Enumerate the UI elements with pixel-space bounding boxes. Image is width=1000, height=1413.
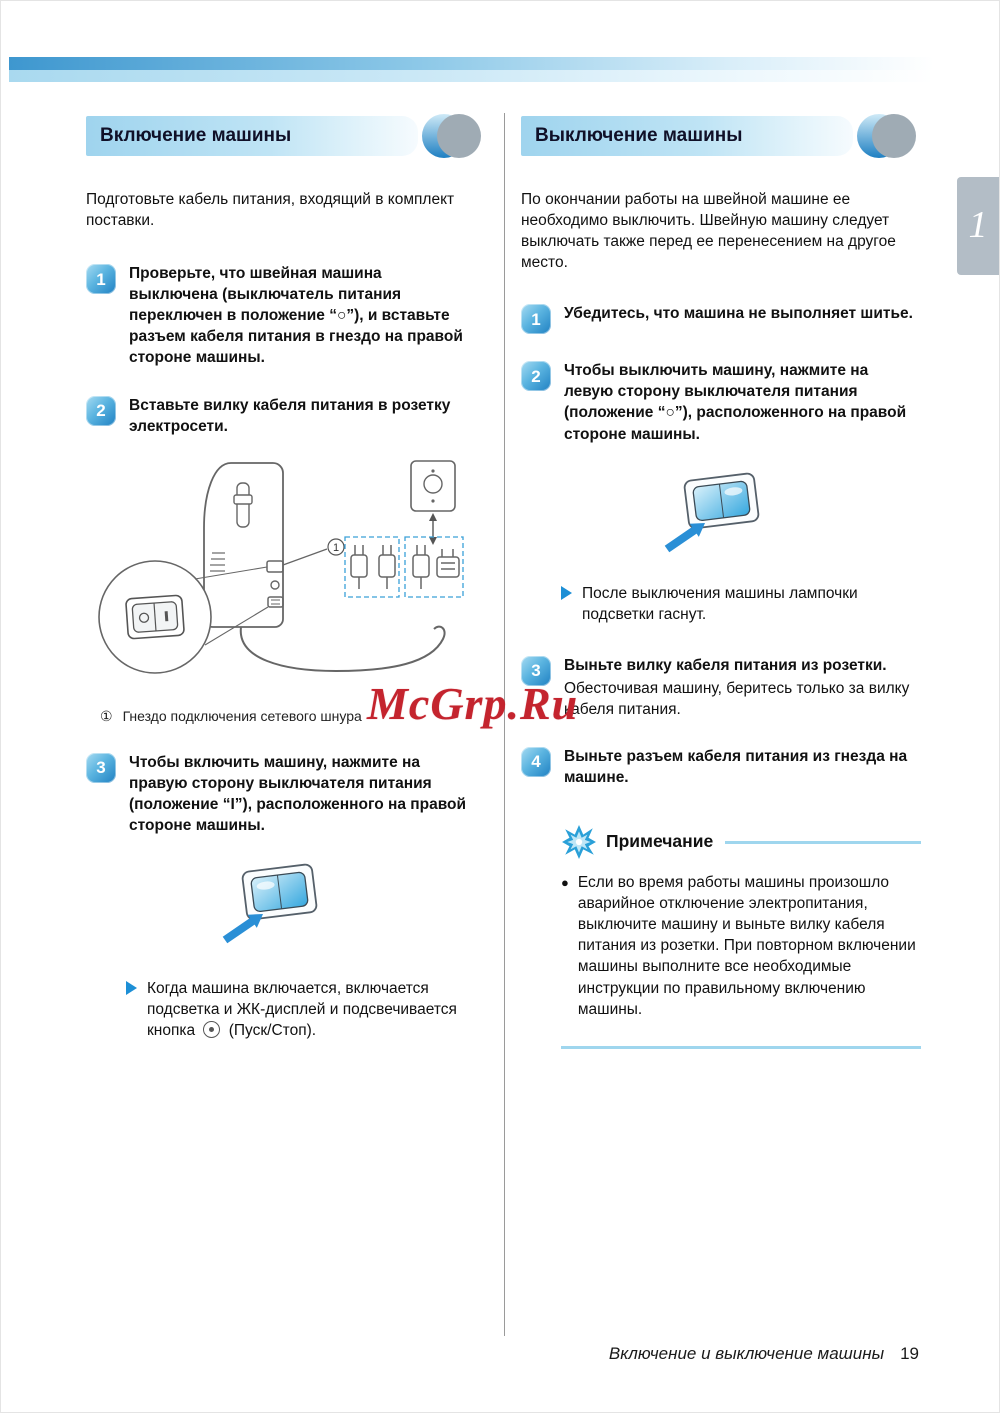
top-band-dark-stripe xyxy=(9,57,934,70)
power-switch-on-figure xyxy=(86,860,471,948)
step-2 xyxy=(86,395,471,437)
power-switch-off-figure xyxy=(521,469,921,557)
step-number-badge: 3 xyxy=(521,656,551,686)
press-arrow-icon xyxy=(665,523,705,552)
step-text: Вставьте вилку кабеля питания в розетку электросети. xyxy=(129,396,451,435)
step-3 xyxy=(521,655,921,720)
figure-caption-text: Гнездо подключения сетевого шнура xyxy=(122,707,362,724)
step-1 xyxy=(521,303,921,334)
section-title: Включение машины xyxy=(86,116,418,156)
step-3 xyxy=(86,752,471,836)
power-on-result xyxy=(126,978,471,1041)
press-arrow-icon xyxy=(222,914,262,943)
top-decoration-band xyxy=(9,57,934,82)
note-title: Примечание xyxy=(606,831,714,852)
page-number: 19 xyxy=(900,1344,919,1363)
result-arrow-icon xyxy=(126,981,137,995)
page-footer xyxy=(609,1342,919,1365)
result-text: Когда машина включается, включается подсветка и ЖК-дисплей и подсвечивается кнопка (Пуск/Стоп). xyxy=(147,980,457,1040)
note-text: Если во время работы машины произошло аварийное отключение электропитания, выключите машину и выньте вилку кабеля питания из розетки. При повторном включении машины выполните все необходимые инструкции по правильному включению машины. xyxy=(577,874,916,1018)
header-crescent-icon xyxy=(420,113,484,159)
power-switch-illustration xyxy=(219,860,339,948)
content-columns xyxy=(86,113,921,1336)
sewing-machine-plug-illustration xyxy=(91,457,466,697)
step-text: Выньте разъем кабеля питания из гнезда на машине. xyxy=(564,748,908,787)
start-stop-button-icon xyxy=(203,1021,220,1038)
intro-text: Подготовьте кабель питания, входящий в комплект поставки. xyxy=(86,191,455,230)
step-number-badge: 3 xyxy=(86,753,116,783)
section-header-power-on xyxy=(86,113,471,159)
bullet-icon: ● xyxy=(561,875,569,891)
section-title: Выключение машины xyxy=(521,116,853,156)
intro-text: По окончании работы на швейной машине ее необходимо выключить. Швейную машину следует выключать также перед ее перенесением на другое место. xyxy=(521,191,896,272)
top-band-light-stripe xyxy=(9,70,934,82)
section-header-power-off xyxy=(521,113,921,159)
step-number-badge: 2 xyxy=(86,396,116,426)
note-block xyxy=(561,824,921,1049)
step-subtext: Обесточивая машину, беритесь только за вилку кабеля питания. xyxy=(564,679,910,718)
note-header xyxy=(561,824,921,860)
header-crescent-icon xyxy=(855,113,919,159)
footer-caption: Включение и выключение машины xyxy=(608,1344,885,1363)
step-number-badge: 2 xyxy=(521,361,551,391)
result-text: После выключения машины лампочки подсветки гаснут. xyxy=(582,584,858,623)
note-end-rule xyxy=(561,1046,921,1049)
step-text: Проверьте, что швейная машина выключена (выключатель питания переключен в положение “○”), и вставьте разъем кабеля питания в гнездо на правой стороне машины. xyxy=(129,265,463,367)
power-off-result xyxy=(561,583,921,625)
figure-caption-marker: ① xyxy=(100,707,113,724)
step-text: Выньте вилку кабеля питания из розетки. xyxy=(564,656,887,674)
step-text: Чтобы выключить машину, нажмите на левую сторону выключателя питания (положение “○”), расположенного на правой стороне машины. xyxy=(564,362,907,443)
note-rule xyxy=(725,841,921,844)
watermark: McGrp.Ru xyxy=(367,678,579,729)
step-number-badge: 1 xyxy=(521,304,551,334)
step-number-badge: 1 xyxy=(86,264,116,294)
note-burst-icon xyxy=(561,824,597,860)
step-number-badge: 4 xyxy=(521,747,551,777)
column-divider xyxy=(504,113,505,1336)
step-text: Чтобы включить машину, нажмите на правую сторону выключателя питания (положение “I”), расположенного на правой стороне машины. xyxy=(129,753,467,834)
chapter-tab xyxy=(957,177,999,275)
column-power-on xyxy=(86,113,471,1336)
step-2 xyxy=(521,360,921,444)
figure-caption xyxy=(86,707,471,726)
column-power-off xyxy=(521,113,921,1336)
chapter-number: 1 xyxy=(968,204,988,247)
result-arrow-icon xyxy=(561,586,572,600)
step-4 xyxy=(521,746,921,788)
step-text: Убедитесь, что машина не выполняет шитье. xyxy=(564,305,913,323)
svg-text:1: 1 xyxy=(332,541,340,554)
step-1 xyxy=(86,263,471,368)
note-item xyxy=(561,872,921,1020)
power-switch-illustration xyxy=(661,469,781,557)
machine-connection-figure xyxy=(86,457,471,697)
